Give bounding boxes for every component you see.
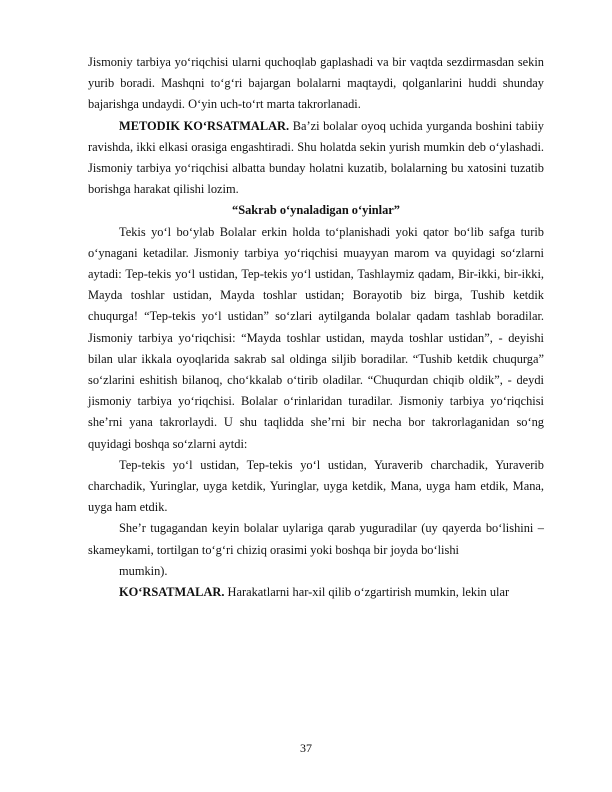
notes-heading: KO‘RSATMALAR.	[119, 585, 225, 600]
paragraph-notes	[88, 582, 544, 603]
paragraph-after-poem-tail: mumkin).	[119, 563, 168, 578]
paragraph-poem: Tep-tekis yo‘l ustidan, Tep-tekis yo‘l ustidan, Yuraverib charchadik, Yuraverib charchadik, Yuringlar, uyga ketdik, Yuringlar, uyga ketdik, Mana, uyga ham etdik, Mana, uyga ham etdik.	[88, 457, 544, 515]
paragraph-methodical-notes	[88, 116, 544, 201]
methodical-notes-text: Ba’zi bolalar oyoq uchida yurganda boshini tabiiy ravishda, ikki elkasi orasiga engashtiradi. Shu holatda sekin yurish mumkin deb o‘ylashadi. Jismoniy tarbiya yo‘riqchisi albatta bunday holatni kuzatib, bolalarning bu xatosini tuzatib borishga harakat qilishi lozim.	[88, 118, 544, 197]
paragraph-intro: Jismoniy tarbiya yo‘riqchisi ularni quchoqlab gaplashadi va bir vaqtda sezdirmasdan sekin yurib boradi. Mashqni to‘g‘ri bajargan bolalarni maqtaydi, qolganlarini huddi shunday bajarishga undaydi. O‘yin uch-to‘rt marta takrorlanadi.	[88, 55, 544, 112]
methodical-notes-heading: METODIK KO‘RSATMALAR.	[119, 118, 290, 133]
paragraph-after-poem: She’r tugagandan keyin bolalar uylariga qarab yuguradilar (uy qayerda bo‘lishini – skameykami, tortilgan to‘g‘ri chiziq orasimi yoki boshqa bir joyda bo‘lishi	[88, 521, 544, 557]
notes-text: Harakatlarni har-xil qilib o‘zgartirish mumkin, lekin ular	[224, 585, 510, 600]
section-heading: “Sakrab o‘ynaladigan o‘yinlar”	[232, 203, 400, 218]
paragraph-game-description: Tekis yo‘l bo‘ylab Bolalar erkin holda to‘planishadi yoki qator bo‘lib safga turib o‘ynagani ketadilar. Jismoniy tarbiya yo‘riqchisi muayyan marom va quyidagi so‘zlarni aytadi: Tep-tekis yo‘l ustidan, Tep-tekis yo‘l ustidan, Tashlaymiz qadam, Bir-ikki, bir-ikki, Mayda toshlar ustidan, Mayda toshlar ustidan; Borayotib biz birga, Tushib ketdik chuqurga! “Tep-tekis yo‘l ustidan” so‘zlari aytilganda bolalar qadam tashlab boradilar. Jismoniy tarbiya yo‘riqchisi: “Mayda toshlar ustidan, mayda toshlar ustidan”, - deyishi bilan ular ikkala oyoqlarida sakrab sal oldinga siljib boradilar. “Tushib ketdik chuqurga” so‘zlarini eshitish bilanoq, cho‘kkalab o‘tirib oladilar. “Chuqurdan chiqib oldik”, - deydi jismoniy tarbiya yo‘riqchisi. Bolalar o‘rinlaridan turadilar. Jismoniy tarbiya yo‘riqchisi she’rni yana takrorlaydi. U shu taqlidda she’rni bir necha bor takrorlaganidan so‘ng quyidagi boshqa so‘zlarni aytdi:	[88, 224, 544, 451]
page-number: 37	[300, 741, 312, 755]
document-page	[88, 52, 544, 603]
